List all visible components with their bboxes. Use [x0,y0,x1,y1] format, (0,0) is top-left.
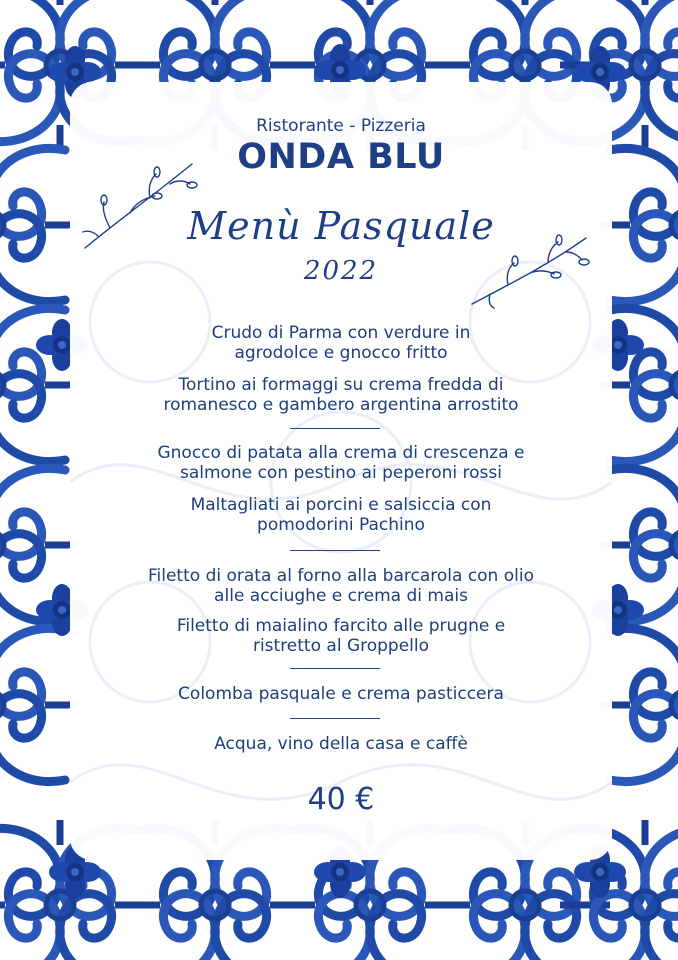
menu-item [70,443,612,483]
section-divider [290,718,380,719]
menu-price: 40 € [307,782,375,817]
menu-item-line: Gnocco di patata alla crema di crescenza e [157,443,525,463]
menu-item-line: Acqua, vino della casa e caffè [214,734,468,754]
menu-item [70,684,612,704]
menu-item [70,616,612,656]
menu-item-line: Colomba pasquale e crema pasticcera [178,684,504,704]
menu-item [70,566,612,606]
menu-item-line: romanesco e gambero argentina arrostito [163,395,519,415]
menu-item-line: Crudo di Parma con verdure in [211,323,471,343]
menu-item [70,495,612,535]
section-divider [290,550,380,551]
restaurant-name: ONDA BLU [237,137,445,177]
menu-item [70,734,612,754]
menu-item-line: pomodorini Pachino [257,515,425,535]
branch-sprig-icon [80,158,200,253]
menu-item [70,323,612,363]
menu-title: Menù Pasquale [187,204,495,248]
section-divider [290,428,380,429]
menu-card [70,82,612,860]
menu-item-line: Filetto di maialino farcito alle prugne e [176,616,506,636]
menu-item-line: Maltagliati ai porcini e salsiccia con [190,495,492,515]
menu-item-line: alle acciughe e crema di mais [214,586,468,606]
menu-item-line: ristretto al Groppello [252,636,430,656]
menu-item-line: Tortino ai formaggi su crema fredda di [178,375,504,395]
menu-item-line: Filetto di orata al forno alla barcarola con olio [147,566,534,586]
branch-sprig-icon [468,230,590,310]
section-divider [290,668,380,669]
menu-item [70,375,612,415]
menu-item-line: salmone con pestino ai peperoni rossi [179,463,502,483]
restaurant-subtitle: Ristorante - Pizzeria [256,116,426,136]
menu-item-line: agrodolce e gnocco fritto [234,343,448,363]
menu-year: 2022 [303,256,379,286]
